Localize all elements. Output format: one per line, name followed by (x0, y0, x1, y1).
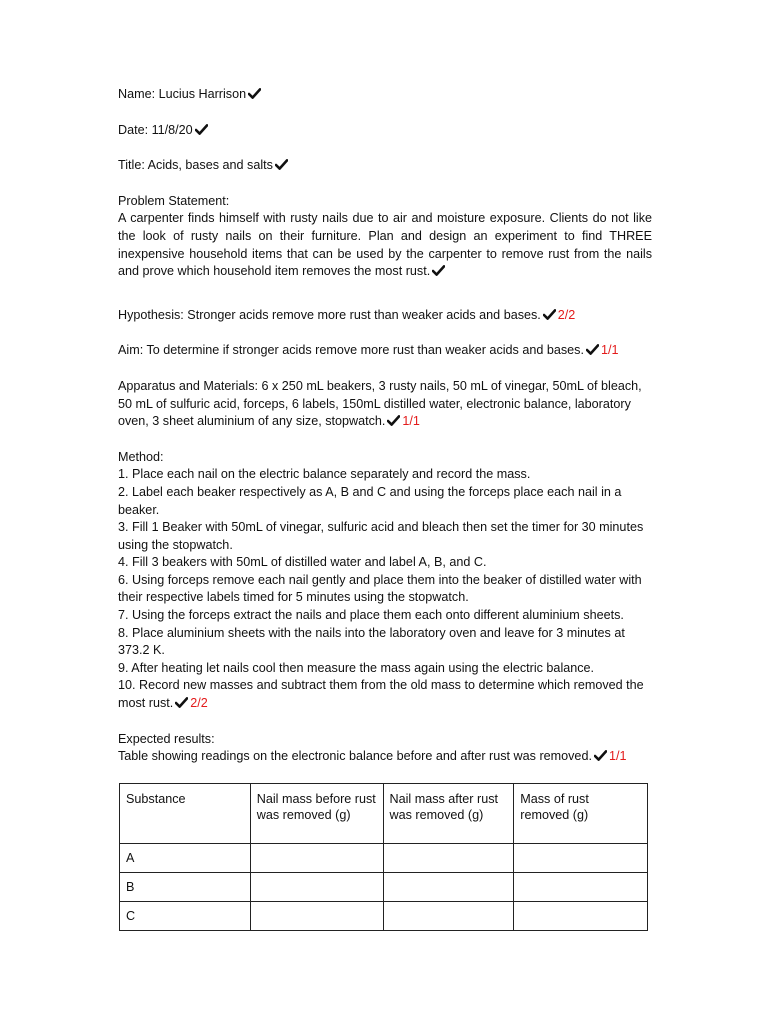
table-cell (250, 844, 383, 873)
header-cell: Substance (120, 784, 251, 844)
table-cell (250, 873, 383, 902)
header-cell: Mass of rust removed (g) (514, 784, 648, 844)
table-cell: B (120, 873, 251, 902)
hypothesis-line: Hypothesis: Stronger acids remove more rust than weaker acids and bases. 2/2 (118, 307, 576, 322)
table-row (120, 873, 648, 902)
problem-heading: Problem Statement: (118, 193, 230, 208)
apparatus-text: Apparatus and Materials: 6 x 250 mL beakers, 3 rusty nails, 50 mL of vinegar, 50mL of bleach, 50 mL of sulfuric acid, forceps, 6 labels, 150mL distilled water, electronic balance, laboratory oven, 3 sheet aluminium of any size, stopwatch. 1/1 (118, 378, 642, 429)
table-cell (514, 844, 648, 873)
table-cell (383, 873, 514, 902)
check-icon (387, 415, 400, 426)
method-step: 8. Place aluminium sheets with the nails into the laboratory oven and leave for 3 minutes at 373.2 K. (118, 625, 625, 658)
method-step: 1. Place each nail on the electric balance separately and record the mass. (118, 467, 531, 482)
score-mark: 1/1 (402, 414, 420, 429)
problem-text: A carpenter finds himself with rusty nails due to air and moisture exposure. Clients do not like the look of rusty nails on their furniture. Plan and design an experiment to find THREE inexpensive household items that can be used by the carpenter to remove rust from the nails and prove which household item removes the most rust. (118, 211, 652, 279)
check-icon (543, 309, 556, 320)
table-cell (514, 902, 648, 931)
table-cell (383, 902, 514, 931)
results-table (119, 783, 648, 931)
table-cell (250, 902, 383, 931)
check-icon (432, 265, 445, 276)
aim-line: Aim: To determine if stronger acids remove more rust than weaker acids and bases. 1/1 (118, 343, 619, 358)
table-row (120, 902, 648, 931)
check-icon (175, 697, 188, 708)
document-body (118, 86, 652, 766)
header-cell: Nail mass after rust was removed (g) (383, 784, 514, 844)
method-step: 6. Using forceps remove each nail gently and place them into the beaker of distilled water with their respective labels timed for 5 minutes using the stopwatch. (118, 572, 642, 605)
table-header-row (120, 784, 648, 844)
table-row (120, 844, 648, 873)
method-step: 9. After heating let nails cool then measure the mass again using the electric balance. (118, 660, 595, 675)
check-icon (594, 750, 607, 761)
table-cell: C (120, 902, 251, 931)
method-heading: Method: (118, 449, 164, 464)
table-cell (514, 873, 648, 902)
expected-heading: Expected results: (118, 731, 215, 746)
date-line: Date: 11/8/20 (118, 122, 652, 140)
check-icon (586, 344, 599, 355)
method-step: 7. Using the forceps extract the nails and place them each onto different aluminium sheets. (118, 608, 624, 623)
check-icon (195, 124, 208, 135)
title-line: Title: Acids, bases and salts (118, 157, 652, 175)
score-mark: 2/2 (557, 307, 576, 322)
score-mark: 2/2 (190, 696, 208, 711)
table-cell (383, 844, 514, 873)
header-cell: Nail mass before rust was removed (g) (250, 784, 383, 844)
score-mark: 1/1 (600, 343, 619, 358)
table-caption: Table showing readings on the electronic balance before and after rust was removed. 1/1 (118, 749, 627, 764)
method-step: 3. Fill 1 Beaker with 50mL of vinegar, sulfuric acid and bleach then set the timer for 30 minutes using the stopwatch. (118, 520, 644, 552)
name-line: Name: Lucius Harrison (118, 86, 652, 104)
method-step: 10. Record new masses and subtract them from the old mass to determine which removed the most rust. 2/2 (118, 678, 644, 711)
method-step: 2. Label each beaker respectively as A, B and C and using the forceps place each nail in a beaker. (118, 484, 622, 517)
score-mark: 1/1 (608, 749, 627, 764)
check-icon (248, 88, 261, 99)
method-step: 4. Fill 3 beakers with 50mL of distilled water and label A, B, and C. (118, 555, 487, 570)
check-icon (275, 159, 288, 170)
table-cell: A (120, 844, 251, 873)
